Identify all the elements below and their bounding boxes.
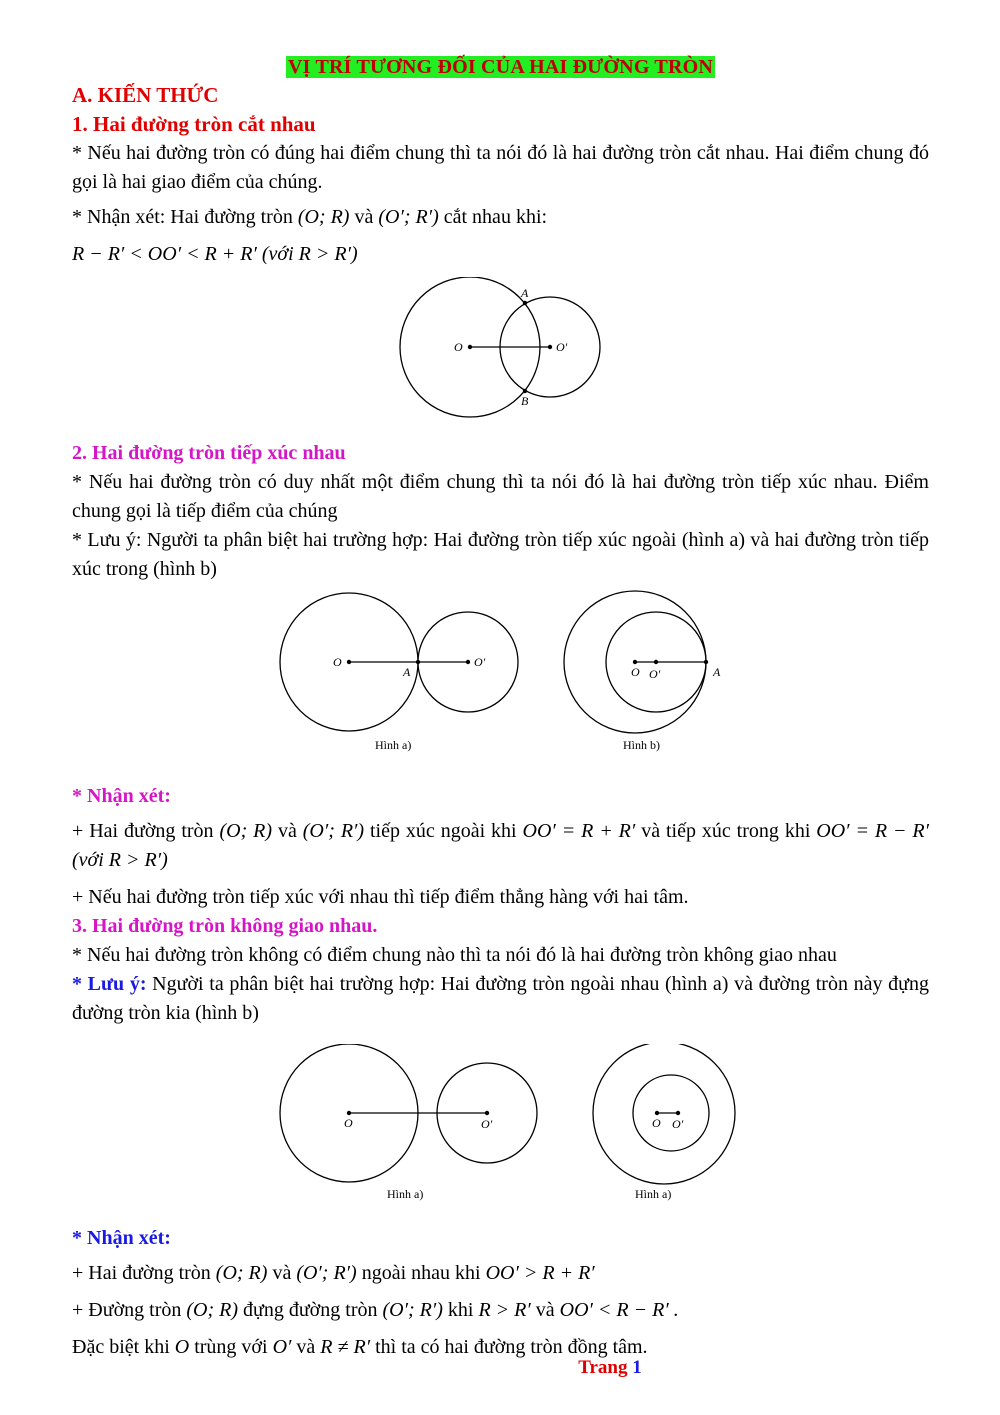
s2-note1-and: và <box>277 820 297 842</box>
s2-note1-f2: OO′ = R − R′ <box>816 820 930 842</box>
s2-note1-c: và tiếp xúc trong khi <box>641 820 811 842</box>
sep-b-label-O2: O′ <box>672 1117 684 1131</box>
footer-label: Trang <box>578 1357 628 1378</box>
non-intersecting-circles-diagram <box>72 1044 929 1224</box>
s3-n2-f2: OO′ < R − R′ . <box>559 1299 679 1321</box>
label-B: B <box>521 394 529 408</box>
tangent-circles-diagram <box>72 590 929 776</box>
s3-note-1 <box>72 1259 929 1288</box>
s3-n2-b: đựng đường tròn <box>243 1299 378 1321</box>
figure-tangent-circles <box>72 590 929 776</box>
s2-note-heading: * Nhận xét: <box>72 785 171 807</box>
sep-b-label-O: O <box>652 1116 661 1130</box>
tangent-a-label-O2: O′ <box>474 655 486 669</box>
s1-formula: R − R′ < OO′ < R + R′ <box>72 243 257 265</box>
s3-n1-c1: (O; R) <box>215 1262 268 1284</box>
sep-a-caption: Hình a) <box>387 1187 424 1201</box>
s1-paragraph-2 <box>72 203 929 232</box>
s3-note-heading: * Nhận xét: <box>72 1227 171 1249</box>
tangent-a-label-O: O <box>333 655 342 669</box>
s3-n3-f: R ≠ R′ <box>320 1336 371 1358</box>
s2-note1-c1: (O; R) <box>219 820 273 842</box>
s3-n1-and: và <box>272 1262 292 1284</box>
s3-n3-b: trùng với <box>194 1336 268 1358</box>
tangent-b-label-O2: O′ <box>649 667 661 681</box>
s3-n2-a: + Đường tròn <box>72 1299 182 1321</box>
s2-note1-a: + Hai đường tròn <box>72 820 214 842</box>
s3-paragraph-1: * Nếu hai đường tròn không có điểm chung nào thì ta nói đó là hai đường tròn không giao nhau <box>72 944 837 966</box>
s3-n2-c: khi <box>447 1299 474 1321</box>
s1-formula-line <box>72 240 929 269</box>
sep-a-label-O2: O′ <box>481 1117 493 1131</box>
s2-note1-d: (với R > R′) <box>72 849 168 871</box>
s3-n2-c1: (O; R) <box>186 1299 238 1321</box>
s2-note-1 <box>72 817 929 875</box>
sep-b-caption: Hình a) <box>635 1187 672 1201</box>
s1-formula-note: (với R > R′) <box>261 243 358 265</box>
intersecting-circles-diagram <box>72 277 929 427</box>
figure-intersecting-circles <box>72 277 929 427</box>
figure-non-intersecting-circles <box>72 1044 929 1224</box>
circle-O2-R2: (O′; R′) <box>378 206 439 228</box>
s1-p2-prefix: * Nhận xét: Hai đường tròn <box>72 206 293 228</box>
s2-note-2: + Nếu hai đường tròn tiếp xúc với nhau thì tiếp điểm thẳng hàng với hai tâm. <box>72 886 689 908</box>
s3-n1-b: ngoài nhau khi <box>361 1262 481 1284</box>
tangent-b-caption: Hình b) <box>623 738 660 752</box>
s3-n3-and: và <box>296 1336 316 1358</box>
s2-paragraph-1: * Nếu hai đường tròn có duy nhất một điểm chung thì ta nói đó là hai đường tròn tiếp xúc nhau. Điểm chung gọi là tiếp điểm của chúng <box>72 471 929 522</box>
s3-paragraph-2 <box>72 970 929 1028</box>
s2-note1-b: tiếp xúc ngoài khi <box>370 820 517 842</box>
s3-note-2 <box>72 1296 929 1325</box>
label-A: A <box>521 286 529 300</box>
s1-heading: 1. Hai đường tròn cắt nhau <box>72 112 316 136</box>
tangent-a-caption: Hình a) <box>375 738 412 752</box>
s3-n2-c2: (O′; R′) <box>382 1299 443 1321</box>
s3-n2-f1: R > R′ <box>478 1299 531 1321</box>
tangent-b-label-O: O <box>631 665 640 679</box>
footer-page-number: 1 <box>632 1357 642 1378</box>
s3-n3-a: Đặc biệt khi <box>72 1336 170 1358</box>
and-text: và <box>354 206 374 228</box>
page-footer <box>0 1357 1000 1379</box>
s3-n3-o2: O′ <box>272 1336 292 1358</box>
s3-n1-a: + Hai đường tròn <box>72 1262 211 1284</box>
section-a-heading: A. KIẾN THỨC <box>72 83 219 107</box>
tangent-a-label-A: A <box>403 665 411 679</box>
s3-p2-text: Người ta phân biệt hai trường hợp: Hai đường tròn ngoài nhau (hình a) và đường tròn này đựng đường tròn kia (hình b) <box>72 973 930 1024</box>
tangent-b-label-A: A <box>713 665 721 679</box>
s3-n3-o: O <box>174 1336 190 1358</box>
page-title: VỊ TRÍ TƯƠNG ĐỐI CỦA HAI ĐƯỜNG TRÒN <box>287 56 714 78</box>
s2-note1-c2: (O′; R′) <box>302 820 365 842</box>
s3-n1-f: OO′ > R + R′ <box>485 1262 595 1284</box>
s3-heading: 3. Hai đường tròn không giao nhau. <box>72 915 378 937</box>
page-content <box>72 52 929 1370</box>
s3-n2-and: và <box>535 1299 555 1321</box>
circle-O-R: (O; R) <box>297 206 350 228</box>
s2-note1-f1: OO′ = R + R′ <box>522 820 636 842</box>
label-O: O <box>454 340 463 354</box>
label-O2: O′ <box>556 340 568 354</box>
s1-paragraph-1: * Nếu hai đường tròn có đúng hai điểm chung thì ta nói đó là hai đường tròn cắt nhau. Hai điểm chung đó gọi là hai giao điểm của chúng. <box>72 142 929 193</box>
sep-a-label-O: O <box>344 1116 353 1130</box>
s3-p2-lead: * Lưu ý: <box>72 973 147 995</box>
s3-n1-c2: (O′; R′) <box>296 1262 357 1284</box>
s1-p2-suffix: cắt nhau khi: <box>443 206 548 228</box>
s2-paragraph-2: * Lưu ý: Người ta phân biệt hai trường hợp: Hai đường tròn tiếp xúc ngoài (hình a) và hai đường tròn tiếp xúc trong (hình b) <box>72 529 929 580</box>
s3-n3-c: thì ta có hai đường tròn đồng tâm. <box>375 1336 648 1358</box>
s2-heading: 2. Hai đường tròn tiếp xúc nhau <box>72 442 346 464</box>
